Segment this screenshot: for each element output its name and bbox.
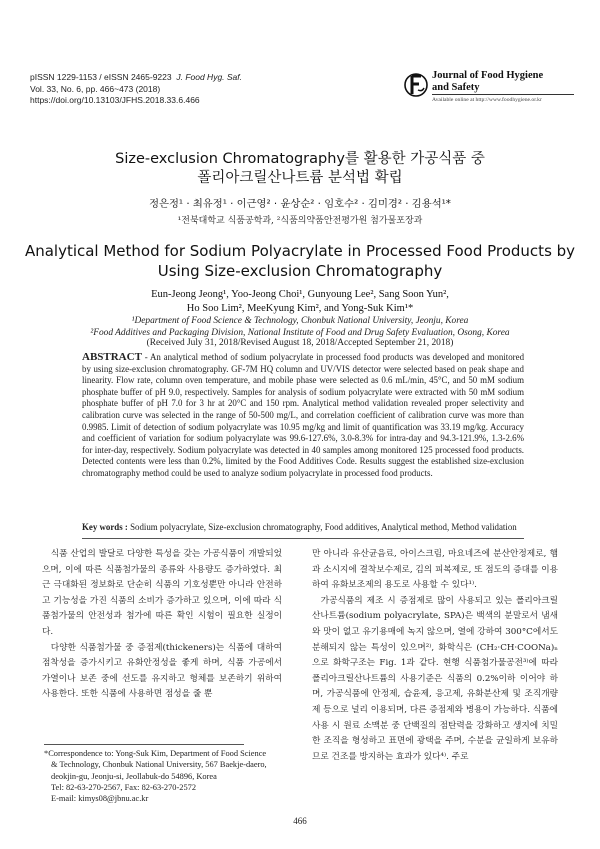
body-paragraph: 가공식품의 제조 시 증점제로 많이 사용되고 있는 폴리아크릴산나트륨(sodium polyacrylate, SPA)은 백색의 분말로서 냄새와 맛이 없고 유기용매에 녹지 않으며, 열에 강하여 300°C에서도 분해되지 않는 특성이 있으며²⁾, 화학식은 (CH₂·CH·COONa)ₙ으로 화학구조는 Fig. 1과 같다. 현행 식품첨가물공전³⁾에 따라 폴리아크릴산나트륨의 사용기준은 식품의 0.2%이하 이어야 하며, 가공식품에 안정제, 습윤제, 응고제, 유화분산제 및 조직개량제 등으로 널리 이용되며, 다른 증점제와 병용이 가능하다. 식품에 사용 시 원료 소맥분 중 단백질의 점탄력을 강화하고 생지에 치밀한 조직을 형성하고 표면에 광택을 주며, 수분을 균일하게 보유하므로 건조를 방지하는 효과가 있다⁴⁾. 주로 [312, 595, 558, 762]
footnote-divider [44, 744, 244, 745]
issn: pISSN 1229-1153 / eISSN 2465-9223 [30, 72, 172, 82]
korean-title-line2: 폴리아크릴산나트륨 분석법 확립 [197, 170, 403, 186]
abstract-text: - An analytical method of sodium polyacrylate in processed food products was developed and monitored by using size-exclusion chromatography. GF-7M HQ column and UV/VIS detector were selected based on peak shape and linearity. Flow rate, column oven temperature, and mobile phase were selected as 0.6 mL/min, 45°C, and 50 mM sodium phosphate buffer of pH 9.0, respectively. Samples for analysis of sodium polyacrylate were extracted with 50 mM sodium phosphate buffer of pH 7.0 for 3 hr at 20°C and 150 rpm. Analytical method validation revealed proper selectivity and calibration curve was selected in the range of 50-500 mg/L, and correlation coefficient of calibration curve was more than 0.9985. Limit of detection of sodium polyacrylate was 10.95 mg/kg and limit of quantification was 33.19 mg/kg. Accuracy and coefficient of variation for sodium polyacrylate was 99.6-127.6%, 3.0-8.3% for intra-day and 94.3-121.9%, 1.3-2.6% for inter-day, respectively. Sodium polyacrylate was detected in 40 samples among monitored 125 processed food products. Detected contents were less than 0.2%, limited by the Food Additives Code. Results suggest the established size-exclusion chromatography method could be used to analyze sodium polyacrylate in processed food products. [82, 352, 525, 478]
english-authors [0, 288, 600, 315]
correspondence-line: & Technology, Chonbuk National University, 567 Baekje-daero, [51, 760, 267, 770]
logo-title-line2: and Safety [432, 82, 480, 93]
journal-abbrev: J. Food Hyg. Saf. [176, 72, 243, 82]
correspondence-email[interactable]: E-mail: kimys08@jbnu.ac.kr [51, 794, 149, 804]
english-affiliation-1: ¹Department of Food Science & Technology, Chonbuk National University, Jeonju, Korea [131, 316, 469, 326]
keywords-text: Sodium polyacrylate, Size-exclusion chromatography, Food additives, Analytical method, Method validation [130, 522, 517, 532]
body-paragraph: 식품 산업의 발달로 다양한 특성을 갖는 가공식품이 개발되었으며, 이에 따른 식품첨가물의 종류와 사용량도 증가하였다. 최근 극대화된 정보화로 단순히 식품의 기호성뿐만 아니라 안전하고 기능성을 가진 식품의 소비가 증가하고 있으며, 이에 따라 식품첨가물의 안전성과 첨가에 따른 확인 시험이 필요한 실정이다. [42, 549, 282, 637]
doi-link[interactable]: https://doi.org/10.13103/JFHS.2018.33.6.466 [30, 95, 200, 105]
english-title-line1: Analytical Method for Sodium Polyacrylate in Processed Food Products by [24, 242, 576, 260]
body-paragraph: 만 아니라 유산균음료, 아이스크림, 마요네즈에 분산안정제로, 햄과 소시지에 결착보수제로, 김의 피복제로, 또 점도의 증대를 이용하여 유화보조제의 용도로 사용할 수 있다¹⁾. [312, 549, 558, 591]
journal-url[interactable]: Available online at http://www.foodhygiene.or.kr [432, 97, 542, 103]
logo-divider [432, 94, 574, 95]
english-authors-line2: Ho Soo Lim², MeeKyung Kim², and Yong-Suk Kim¹* [186, 302, 414, 314]
body-column-right [312, 547, 558, 765]
volume-info: Vol. 33, No. 6, pp. 466~473 (2018) [30, 83, 161, 94]
english-title [0, 242, 600, 281]
received-dates: (Received July 31, 2018/Revised August 18, 2018/Accepted September 21, 2018) [146, 338, 454, 348]
korean-affiliations: ¹전북대학교 식품공학과, ²식품의약품안전평가원 첨가물포장과 [177, 216, 423, 226]
correspondence-line: *Correspondence to: Yong-Suk Kim, Department of Food Science [44, 749, 267, 758]
keywords-divider [82, 538, 524, 539]
korean-authors: 정은정¹ · 최유정¹ · 이근영² · 윤상순² · 임호수² · 김미경² · 김용석¹* [149, 198, 451, 210]
keywords-label: Key words : [82, 522, 128, 532]
journal-header [30, 72, 242, 107]
page-number: 466 [293, 816, 307, 826]
english-title-line2: Using Size-exclusion Chromatography [157, 261, 443, 280]
english-affiliations [0, 315, 600, 339]
journal-logo-icon [404, 70, 428, 100]
korean-title-line1: Size-exclusion Chromatography를 활용한 가공식품 중 [115, 151, 485, 167]
keywords [82, 522, 532, 532]
abstract-label: ABSTRACT [82, 351, 142, 363]
korean-title [0, 150, 600, 188]
english-authors-line1: Eun-Jeong Jeong¹, Yoo-Jeong Choi¹, Gunyoung Lee², Sang Soon Yun², [151, 289, 449, 300]
english-affiliation-2: ²Food Additives and Packaging Division, National Institute of Food and Drug Safety Evaluation, Osong, Korea [90, 328, 510, 338]
logo-title-line1: Journal of Food Hygiene [432, 70, 544, 81]
body-paragraph: 다양한 식품첨가물 중 증점제(thickeners)는 식품에 대하여 점착성을 증가시키고 유화안정성을 좋게 하며, 식품 가공에서 가열이나 보존 중에 선도를 유지하고 형체를 보존하기 위하여 사용한다. 또한 식품에 사용하면 점성을 줄 뿐 [42, 642, 282, 700]
abstract [82, 352, 524, 480]
correspondence-line: Tel: 82-63-270-2567, Fax: 82-63-270-2572 [51, 782, 197, 792]
correspondence-footnote [44, 748, 289, 804]
body-column-left [42, 547, 282, 703]
journal-logo-title [432, 70, 543, 94]
correspondence-line: deokjin-gu, Jeonju-si, Jeollabuk-do 54896, Korea [51, 771, 217, 781]
